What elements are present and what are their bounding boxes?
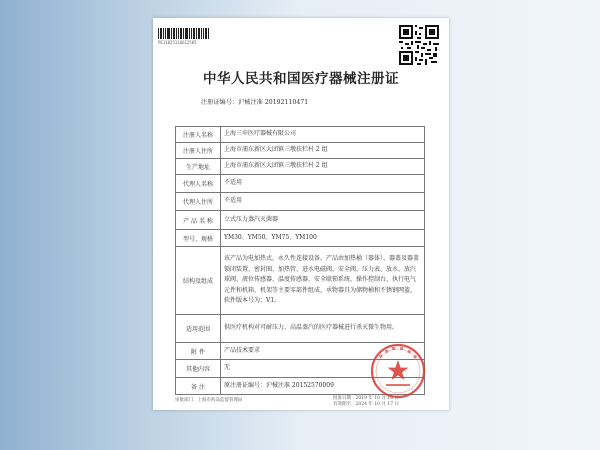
table-row [176, 127, 425, 143]
table-row [176, 175, 425, 193]
row-value: 不适用 [221, 175, 425, 193]
row-label: 备 注 [176, 378, 221, 395]
approval-date-label: 批准日期： [333, 396, 356, 401]
row-value: YM30、YM50、YM75、YM100 [221, 230, 425, 247]
row-label: 适用范围 [176, 315, 221, 343]
expiry-date-label: 有效期至： [333, 402, 356, 407]
row-label: 注册人名称 [176, 127, 221, 143]
row-value: 上海三申医疗器械有限公司 [221, 127, 425, 143]
table-row [176, 230, 425, 247]
official-seal-icon [370, 343, 426, 399]
row-label: 其他内容 [176, 360, 221, 378]
row-value: 无 [221, 360, 425, 378]
table-row [176, 315, 425, 343]
barcode-number: PE11025110612505 [158, 40, 197, 45]
row-value: 上海市浦东新区大团镇三墩扶栏村 2 组 [221, 159, 425, 175]
row-value: 不适用 [221, 193, 425, 211]
row-label: 产 品 名 称 [176, 211, 221, 230]
table-row [176, 247, 425, 315]
row-label: 注册人住所 [176, 143, 221, 159]
issuer [175, 397, 243, 403]
barcode-icon [158, 28, 210, 39]
registration-number [201, 97, 308, 106]
table-row [176, 159, 425, 175]
row-label: 生产地址 [176, 159, 221, 175]
table-row [176, 193, 425, 211]
table-row [176, 211, 425, 230]
row-label: 附 件 [176, 343, 221, 360]
row-label: 代理人住所 [176, 193, 221, 211]
qr-code-icon [399, 25, 439, 65]
issuer-value: 上海市药品监督管理局 [197, 398, 243, 403]
table-row [176, 143, 425, 159]
expiry-date-value: 2024 年 10 月 17 日 [355, 402, 400, 407]
row-value: 原注册证编号：沪械注准 20152570009 [221, 378, 425, 395]
certificate-title: 中华人民共和国医疗器械注册证 [203, 71, 399, 87]
row-value: 供医疗机构对可耐压力、高温蒸汽的医疗器械进行杀灭微生物用。 [221, 315, 425, 343]
row-label: 代理人名称 [176, 175, 221, 193]
expiry-date [333, 402, 399, 408]
certificate-sheet [153, 18, 449, 410]
row-label: 型号、规格 [176, 230, 221, 247]
row-value: 产品技术要求 [221, 343, 425, 360]
registration-number-label: 注册证编号： [201, 99, 239, 106]
registration-number-value: 沪械注准 20192110471 [238, 99, 309, 106]
row-value: 上海市浦东新区大团镇三墩扶栏村 2 组 [221, 143, 425, 159]
approval-date-value: 2019 年 10 月 18 日 [355, 396, 400, 401]
row-value: 该产品为电加热式，永久性连接设备。产品由加热桶（器体）、器盖及器盖锁闭装置、密封圈、加热管、进水电磁阀、安全阀、压力表、放水、放汽球阀、液位传感器、温度传感器、安全联锁系统、操作控制台、执行电气元件和机箱、机架等主要零部件组成，承物器具为储物桶和不锈钢网篮，软件版本号为：V1。 [221, 247, 425, 315]
row-label: 结构及组成 [176, 247, 221, 315]
issuer-label: 审批部门： [175, 398, 198, 403]
row-value: 立式压力蒸汽灭菌器 [221, 211, 425, 230]
